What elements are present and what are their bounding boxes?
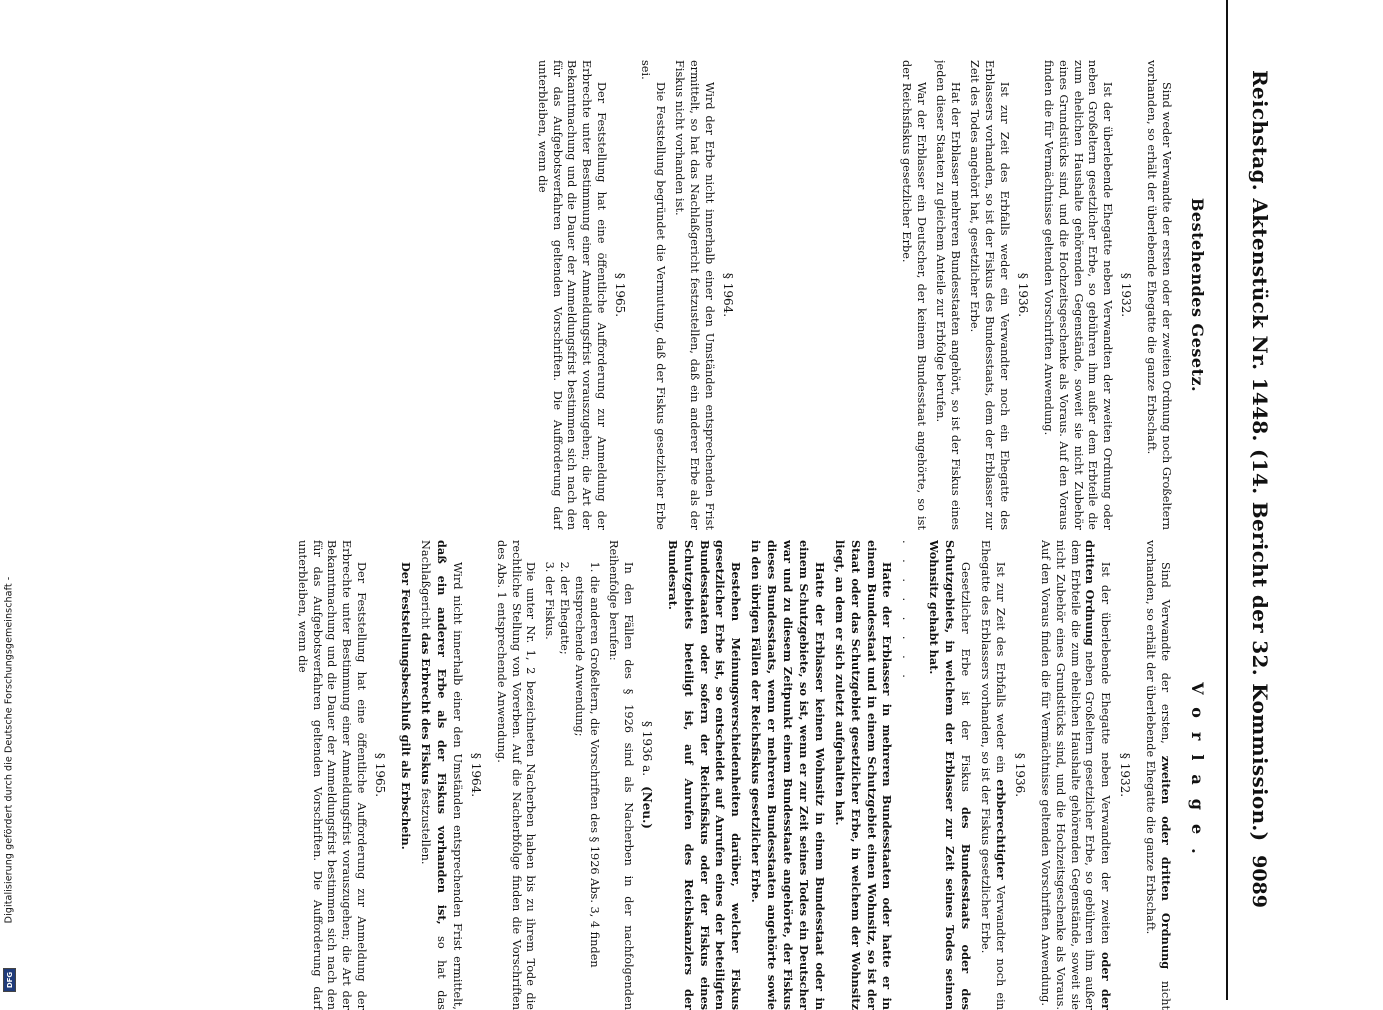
section-number: § 1932. [1118,752,1133,798]
paragraph [831,540,895,1010]
text-span: Wird nicht innerhalb einer den Umständen entsprechenden Frist ermittelt, [450,562,464,1010]
paragraph: Der Feststellung hat eine öffentliche Aufforderung zur Anmeldung der Erbrechte unter Bestimmung einer Anmeldungsfrist vorauszugehen; die Art der Bekanntmachung und die Dauer der Anmeldungsfrist bestimmen sich nach den für das Aufgebotsverfahren geltenden Vorschriften. Die Aufforderung darf unterbleiben, wenn die [295,540,369,1010]
text-span: Sind Verwandte der ersten, [1159,562,1173,744]
section-number: § 1965. [373,752,388,798]
section-number: § 1965. [613,272,628,318]
section-number: § 1936. [1012,752,1027,798]
dfg-logo-text: DFG [5,971,14,989]
paragraph [1037,540,1114,1010]
column-heading-left: Bestehendes Gesetz. [1188,197,1207,393]
emphasis: erbberechtigter [993,779,1008,880]
section-number: § 1932. [1119,272,1134,318]
list-item: 2. der Ehegatte; [556,576,571,1010]
emphasis: Bestehen Meinungsverschiedenheiten darüber, welcher Fiskus gesetzlicher Erbe ist, so entscheidet auf Anrufen eines der beteiligten Bundesstaaten oder sofern der Reichsfiskus oder der Fiskus eines Schutzgebiets beteiligt ist, auf Anrufen des Reichskanzlers der Bundesrat. [665,540,744,1010]
emphasis: daß ein anderer Erbe als der Fiskus vorhanden ist, [434,540,449,925]
page-title: Reichstag. Aktenstück Nr. 1448. (14. Bericht der 32. Kommission.) [1248,70,1272,842]
list-item: 1. die anderen Großeltern, die Vorschriften des § 1926 Abs. 3, 4 finden entsprechende Anwendung; [571,576,601,1010]
emphasis: Hatte der Erblasser in mehreren Bundesstaaten oder hatte er in einem Bundesstaat und in einem Schutzgebiet einen Wohnsitz, so ist der Staat oder das Schutzgebiet gesetzlicher Erbe, in welchem der Wohnsitz liegt, an dem er sich zuletzt aufgehalten hat. [832,540,895,1010]
paragraph [977,540,1008,1010]
section-number: § 1964. [468,752,483,798]
text-span: festzustellen. [419,788,433,865]
paragraph: Ist zur Zeit des Erbfalls weder ein Verwandter noch ein Ehegatte des Erblassers vorhanden, so ist der Fiskus des Bundesstaats, dem der Erblasser zur Zeit des Todes angehört hat, gesetzlicher Erbe. [968,60,1011,530]
paragraph: Ist der überlebende Ehegatte neben Verwandten der zweiten Ordnung oder neben Großeltern gesetzlicher Erbe, so gebühren ihm außer dem Erbteile die zum ehelichen Haushalte gehörenden Gegenstände, soweit sie nicht Zubehör eines Grundstücks sind, und die Hochzeitsgeschenke als Voraus. Auf den Voraus finden die für Vermächtnisse geltenden Vorschriften Anwendung. [1041,60,1115,530]
digitization-credit [2,0,16,1000]
emphasis: das Erbrecht des Fiskus [419,632,434,785]
text-span: neben Großeltern gesetzlicher Erbe, so gebühren ihm außer dem Erbteile die zum ehelichen Haushalte gehörenden Gegenstände, soweit sie nicht Zubehör eines Grundstücks sind, und die Hochzeitsgeschenke als Voraus. Auf den Voraus finden die für Vermächtnisse geltenden Vorschriften Anwendung. [1038,540,1097,1010]
emphasis: oder der dritten Ordnung [1083,540,1114,1010]
emphasis: Der Feststellungsbeschluß gilt als Erbschein. [399,562,414,850]
text-span: Verwandter noch ein Ehegatte des Erblassers vorhanden, so ist der Fiskus gesetzlicher Erbe. [979,540,1007,1010]
section-number: § 1936. [1015,272,1030,318]
paragraph: Der Feststellung hat eine öffentliche Aufforderung zur Anmeldung der Erbrechte unter Bestimmung einer Anmeldungsfrist vorauszugehen; die Art der Bekanntmachung und die Dauer der Anmeldungsfrist bestimmen sich nach den für das Aufgebotsverfahren geltenden Vorschriften. Die Aufforderung darf unterbleiben, wenn die [535,60,609,530]
paragraph [747,540,827,1010]
emphasis: des Bundesstaats oder des Schutzgebiets, in welchem der Erblasser zur Zeit seines Todes seinen Wohnsitz gehabt hat. [927,540,974,1010]
paragraph: In den Fällen des § 1926 sind als Nacherben in der nachfolgenden Reihenfolge berufen: [607,540,635,1010]
new-marker: (Neu.) [639,786,654,829]
emphasis: Hatte der Erblasser keinen Wohnsitz in einem Bundesstaat oder in einem Schutzgebiete, so ist, wenn er zur Zeit seines Todes ein Deutscher war und zu diesem Zeitpunkt einem Bundesstaate angehörte, der Fiskus dieses Bundesstaats, wenn er mehreren Bundesstaaten angehörte sowie in den übrigen Fällen der Reichsfiskus gesetzlicher Erbe. [749,540,827,1010]
column-existing-law [110,60,1210,530]
paragraph: War der Erblasser ein Deutscher, der keinem Bundesstaat angehörte, so ist der Reichsfiskus gesetzlicher Erbe. [900,60,929,530]
list-item: 3. der Fiskus. [541,576,556,1010]
paragraph [925,540,973,1010]
ellipsis-dots: . . . . . . . . [900,540,914,684]
paragraph: Die unter Nr. 1, 2 bezeichneten Nacherben haben bis zu ihrem Tode die rechtliche Stellung von Vorerben. Auf die Nacherbfolge finden die Vorschriften des Abs. 1 entsprechende Anwendung. [494,540,538,1010]
text-span: so hat das Nachlaßgericht [419,540,448,1010]
paragraph [1142,540,1173,1010]
document-page [95,0,1300,1010]
section-label: § 1936 a. [639,720,654,777]
paragraph [397,540,413,1010]
dfg-logo-icon [3,968,16,992]
text-span: Ist der überlebende Ehegatte neben Verwandten der zweiten [1099,562,1113,944]
heirs-list [541,540,601,1010]
column-proposal [110,540,1210,1010]
paragraph: Sind weder Verwandte der ersten oder der zweiten Ordnung noch Großeltern vorhanden, so erhält der überlebende Ehegatte die ganze Erbschaft. [1145,60,1174,530]
text-span: Gesetzlicher Erbe ist der Fiskus [959,562,973,792]
text-span: Ist zur Zeit des Erbfalls weder ein [993,562,1007,774]
paragraph [417,540,464,1010]
column-heading-right: Vorlage. [1188,682,1207,868]
emphasis: zweiten oder dritten Ordnung [1159,755,1174,970]
page-header [1226,0,1300,1000]
section-number [639,540,654,1010]
paragraph: Die Feststellung begründet die Vermutung, daß der Fiskus gesetzlicher Erbe sei. [639,60,667,530]
page-number: 9089 [1248,855,1270,908]
paragraph [664,540,744,1010]
credit-text: Digitalisierung gefördert durch die Deutsche Forschungsgemeinschaft - [3,576,15,924]
text-span: nicht vorhanden, so erhält der überlebende Ehegatte die ganze Erbschaft. [1144,540,1173,1010]
paragraph: Wird der Erbe nicht innerhalb einer den Umständen entsprechenden Frist ermittelt, so hat das Nachlaßgericht festzustellen, daß ein anderer Erbe als der Fiskus nicht vorhanden ist. [672,60,716,530]
section-number: § 1964. [720,272,735,318]
paragraph: Hat der Erblasser mehreren Bundesstaaten angehört, so ist der Fiskus eines jeden dieser Staaten zu gleichem Anteile zur Erbfolge berufen. [934,60,963,530]
